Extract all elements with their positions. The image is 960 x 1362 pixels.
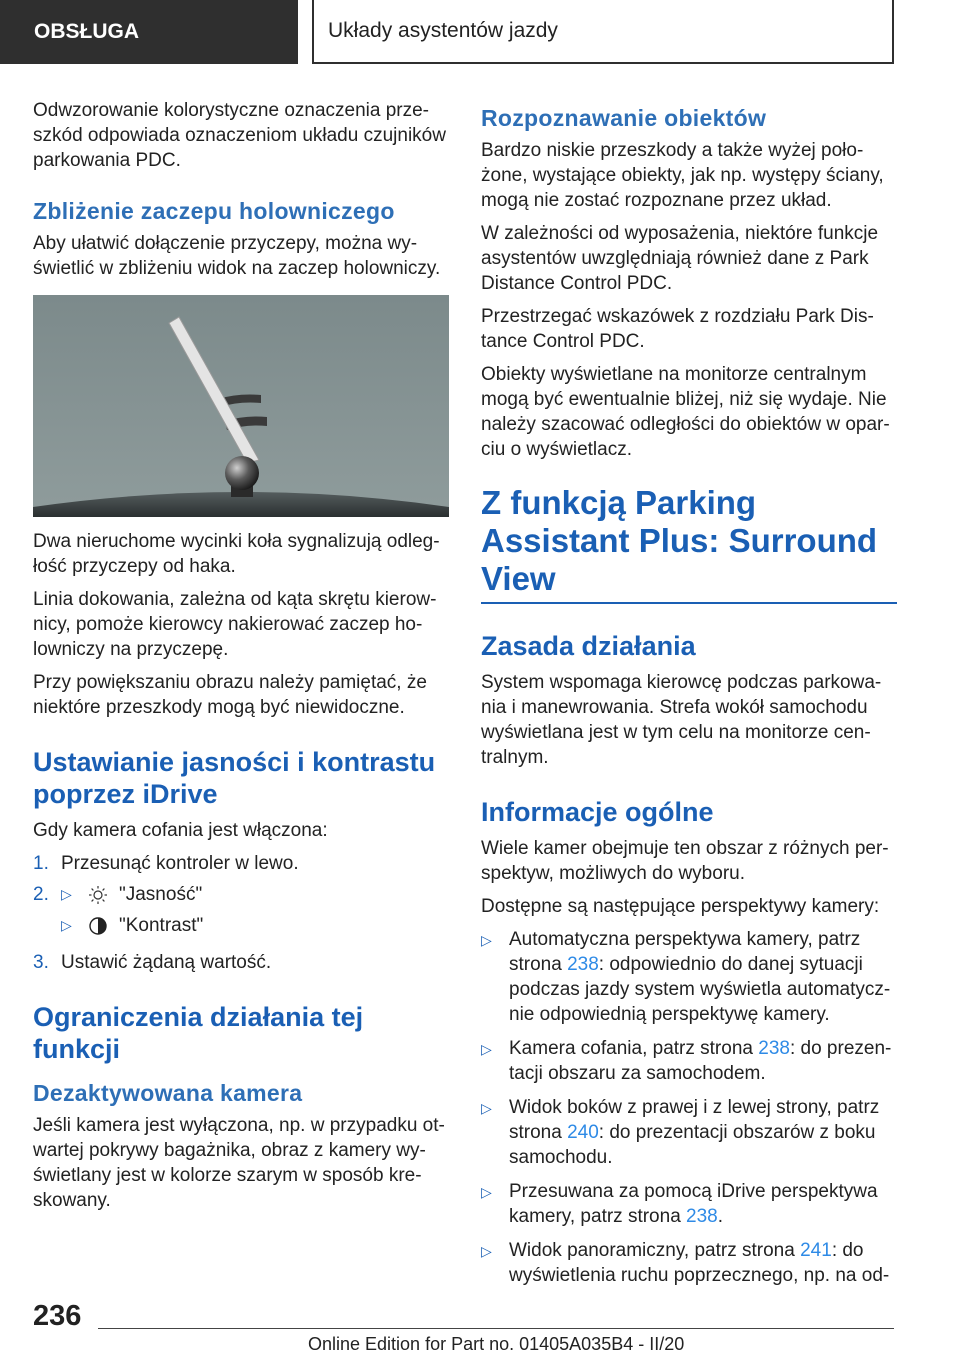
general-info-heading: Informacje ogólne — [481, 797, 714, 827]
list-item-text: : do prezen-tacji obszaru za samochodem. — [509, 1038, 892, 1084]
limits-heading: Ograniczenia działania tej funkcji — [33, 1002, 364, 1064]
page-link[interactable]: 238 — [686, 1206, 718, 1227]
list-item-text: : do prezentacji obszarów z boku samochodu. — [509, 1122, 876, 1168]
objects-paragraph-1: Bardzo niskie przeszkody a także wyżej poło-żone, wystające obiekty, jak np. występy ściany, mogą nie zostać rozpoznane przez układ. — [481, 140, 884, 211]
list-item — [481, 1238, 897, 1288]
triangle-bullet-icon: ▷ — [481, 1243, 492, 1259]
principle-paragraph: System wspomaga kierowcę podczas parkowa-nia i manewrowania. Strefa wokół samochodu wyświetlana jest w tym celu na monitorze cen-tralnym. — [481, 672, 882, 768]
list-item-text: Widok panoramiczny, patrz strona — [509, 1240, 801, 1261]
disabled-camera-paragraph: Jeśli kamera jest wyłączona, np. w przypadku ot-wartej pokrywy bagażnika, obraz z kamery wy-świetlany jest w kolorze szarym w sposób kre-skowany. — [33, 1115, 445, 1211]
brightness-heading: Ustawianie jasności i kontrastu poprzez iDrive — [33, 747, 436, 809]
menu-item-brightness-label: "Jasność" — [119, 884, 203, 905]
menu-item-brightness[interactable] — [61, 882, 203, 907]
list-item-text: Przesuwana za pomocą iDrive perspektywa kamery, patrz strona — [509, 1181, 878, 1227]
brightness-intro: Gdy kamera cofania jest włączona: — [33, 820, 328, 841]
menu-item-contrast[interactable] — [61, 913, 203, 938]
triangle-bullet-icon: ▷ — [61, 917, 72, 933]
section-title: Z funkcją Parking Assistant Plus: Surround View — [481, 484, 897, 604]
list-item-text: Automatyczna perspektywa kamery, patrz strona — [509, 929, 861, 975]
list-item-text: : odpowiednio do danej sytuacji podczas jazdy system wyświetla automatycz-nie odpowiednią perspektywę kamery. — [509, 954, 891, 1025]
header-chapter-box — [312, 0, 894, 64]
page-link[interactable]: 241 — [800, 1240, 832, 1261]
step-text: Przesunąć kontroler w lewo. — [61, 853, 299, 874]
objects-paragraph-4: Obiekty wyświetlane na monitorze centralnym mogą być ewentualnie bliżej, niż się wydaje. Nie należy szacować odległości do obiektów w opar-ciu o wyświetlacz. — [481, 364, 890, 460]
list-item — [481, 1179, 897, 1229]
list-item — [481, 1095, 897, 1170]
steps-list — [33, 851, 449, 975]
principle-heading: Zasada działania — [481, 631, 696, 661]
general-paragraph-2: Dostępne są następujące perspektywy kamery: — [481, 896, 880, 917]
step-number: 1. — [33, 853, 49, 874]
header-section-tab — [0, 0, 298, 64]
hitch-camera-image — [33, 295, 449, 517]
step-item — [33, 851, 449, 876]
page-link[interactable]: 240 — [567, 1122, 599, 1143]
triangle-bullet-icon: ▷ — [61, 886, 72, 902]
page-number: 236 — [33, 1300, 82, 1332]
header-chapter-label: Układy asystentów jazdy — [328, 19, 558, 42]
contrast-icon — [85, 915, 111, 937]
step-text: Ustawić żądaną wartość. — [61, 952, 272, 973]
list-item-text: . — [717, 1206, 724, 1227]
footer-edition: Online Edition for Part no. 01405A035B4 - II/20 — [308, 1334, 685, 1354]
sun-icon — [85, 884, 111, 906]
triangle-bullet-icon: ▷ — [481, 1184, 492, 1200]
hitch-camera-figure — [33, 295, 449, 517]
triangle-bullet-icon: ▷ — [481, 932, 492, 948]
menu-item-contrast-label: "Kontrast" — [119, 915, 204, 936]
left-column — [33, 98, 449, 1221]
triangle-bullet-icon: ▷ — [481, 1041, 492, 1057]
list-item-text: : do wyświetlenia ruchu poprzecznego, np. na od- — [509, 1240, 890, 1286]
camera-perspectives-list — [481, 927, 897, 1288]
objects-paragraph-3: Przestrzegać wskazówek z rozdziału Park Dis-tance Control PDC. — [481, 306, 874, 352]
triangle-bullet-icon: ▷ — [481, 1100, 492, 1116]
header-section-label: OBSŁUGA — [34, 20, 139, 43]
footer-divider — [98, 1328, 894, 1329]
objects-paragraph-2: W zależności od wyposażenia, niektóre funkcje asystentów uwzględniają również dane z Park Distance Control PDC. — [481, 223, 879, 294]
step-number: 2. — [33, 884, 49, 905]
list-item — [481, 1036, 897, 1086]
list-item-text: Widok boków z prawej i z lewej strony, patrz strona — [509, 1097, 880, 1143]
figure-paragraph-3: Przy powiększaniu obrazu należy pamiętać, że niektóre przeszkody mogą być niewidoczne. — [33, 672, 427, 718]
intro-paragraph: Odwzorowanie kolorystyczne oznaczenia prze-szkód odpowiada oznaczeniom układu czujników parkowania PDC. — [33, 100, 446, 171]
disabled-camera-heading: Dezaktywowana kamera — [33, 1080, 303, 1106]
figure-paragraph-2: Linia dokowania, zależna od kąta skrętu kierow-nicy, pomoże kierowcy nakierować zaczep ho-lowniczy na przyczepę. — [33, 589, 437, 660]
hitch-heading: Zbliżenie zaczepu holowniczego — [33, 198, 395, 224]
page-link[interactable]: 238 — [758, 1038, 790, 1059]
figure-paragraph-1: Dwa nieruchome wycinki koła sygnalizują odleg-łość przyczepy od haka. — [33, 531, 440, 577]
page-link[interactable]: 238 — [567, 954, 599, 975]
step-item — [33, 882, 449, 944]
hitch-paragraph: Aby ułatwić dołączenie przyczepy, można wy-świetlić w zbliżeniu widok na zaczep holowniczy. — [33, 233, 441, 279]
list-item — [481, 927, 897, 1027]
list-item-text: Kamera cofania, patrz strona — [509, 1038, 759, 1059]
general-paragraph-1: Wiele kamer obejmuje ten obszar z różnych per-spektyw, możliwych do wyboru. — [481, 838, 889, 884]
step-number: 3. — [33, 952, 49, 973]
right-column — [481, 98, 897, 1297]
step-item — [33, 950, 449, 975]
objects-heading: Rozpoznawanie obiektów — [481, 105, 767, 131]
